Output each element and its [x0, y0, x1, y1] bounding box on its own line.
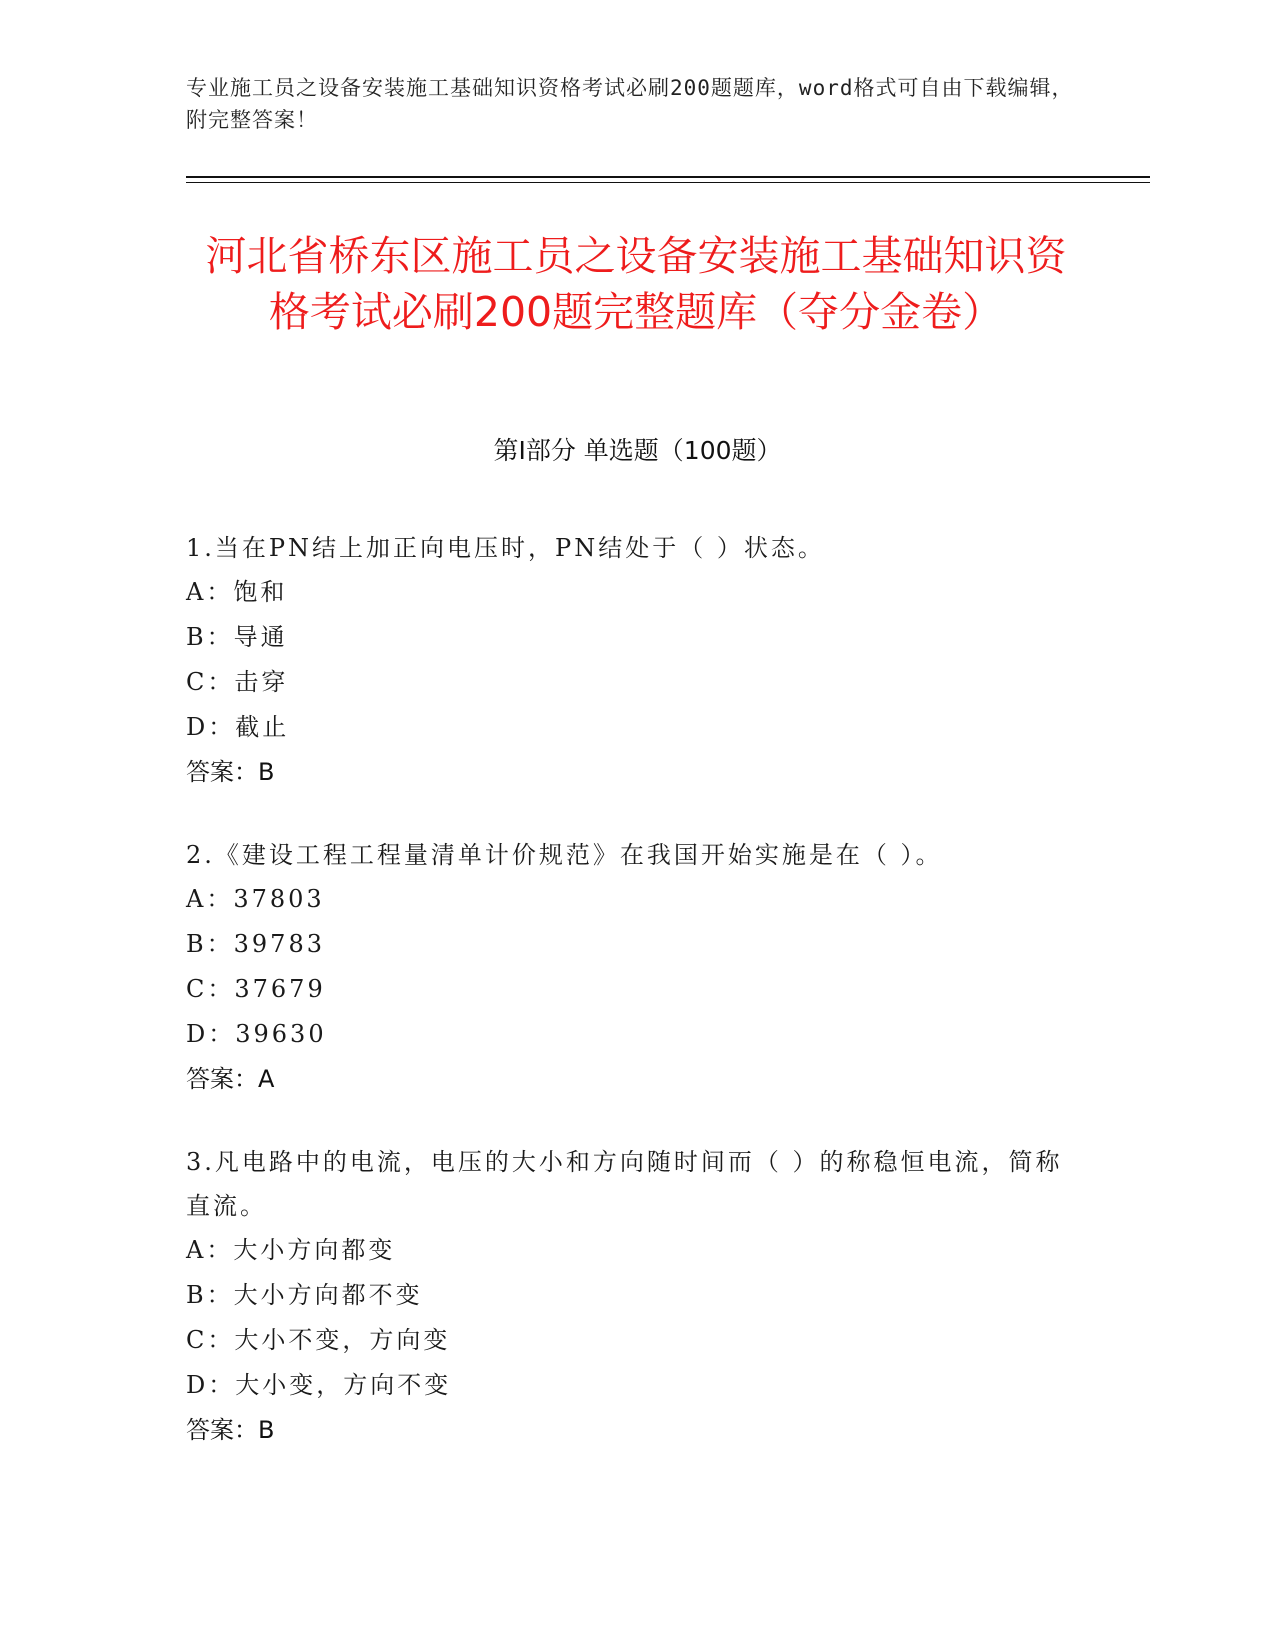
option-b: B：导通 [186, 623, 288, 651]
header-note: 专业施工员之设备安装施工基础知识资格考试必刷200题题库，word格式可自由下载编辑，附完整答案！ [186, 76, 1074, 132]
question-3 [186, 1140, 1086, 1453]
option-d: D：截止 [186, 713, 290, 741]
document-title: 河北省桥东区施工员之设备安装施工基础知识资格考试必刷200题完整题库（夺分金卷） [205, 232, 1067, 336]
option-b: B：39783 [186, 930, 325, 958]
header-divider-thin [186, 182, 1150, 183]
option-a: A：饱和 [186, 578, 288, 606]
question-stem: 2.《建设工程工程量清单计价规范》在我国开始实施是在（ ）。 [186, 841, 943, 869]
option-c: C：37679 [186, 975, 326, 1003]
option-a: A：37803 [186, 885, 325, 913]
question-1 [186, 526, 1086, 795]
answer: 答案：B [186, 1416, 275, 1444]
header-divider-thick [186, 176, 1150, 178]
option-b: B：大小方向都不变 [186, 1281, 423, 1309]
option-d: D：大小变，方向不变 [186, 1371, 452, 1399]
question-2 [186, 833, 1086, 1102]
question-list [186, 526, 1086, 1491]
option-c: C：大小不变，方向变 [186, 1326, 451, 1354]
answer: 答案：A [186, 1065, 275, 1093]
option-c: C：击穿 [186, 668, 289, 696]
question-stem: 3.凡电路中的电流，电压的大小和方向随时间而（ ）的称稳恒电流，简称直流。 [186, 1148, 1063, 1220]
section-heading: 第Ⅰ部分 单选题（100题） [493, 436, 782, 465]
question-stem: 1.当在PN结上加正向电压时，PN结处于（ ）状态。 [186, 534, 825, 562]
answer: 答案：B [186, 758, 275, 786]
option-d: D：39630 [186, 1020, 327, 1048]
option-a: A：大小方向都变 [186, 1236, 396, 1264]
